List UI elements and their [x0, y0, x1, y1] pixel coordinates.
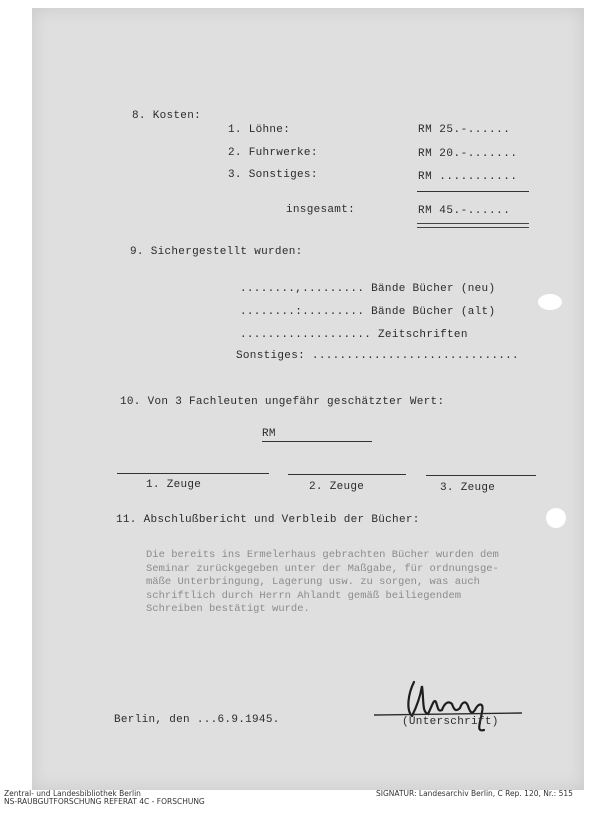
costs-heading: 8. Kosten:: [132, 110, 202, 122]
total-double-rule: [417, 223, 529, 228]
witness-3-line: [426, 475, 536, 476]
cost-amount-other: RM ...........: [418, 171, 518, 183]
report-line: schriftlich durch Herrn Ahlandt gemäß beiliegendem: [146, 589, 462, 602]
footer-department: NS-RAUBGUTFORSCHUNG REFERAT 4C - FORSCHUNG: [4, 797, 205, 806]
punch-hole-upper: [538, 294, 562, 310]
secured-heading: 9. Sichergestellt wurden:: [130, 246, 303, 258]
cost-total-amount: RM 45.-......: [418, 205, 511, 217]
witness-2-label: 2. Zeuge: [309, 481, 365, 493]
report-line: Die bereits ins Ermelerhaus gebrachten Bücher wurden dem: [146, 549, 499, 561]
witness-1-line: [117, 473, 269, 474]
witness-1-label: 1. Zeuge: [146, 479, 202, 491]
footer-library-name: Zentral- und Landesbibliothek Berlin: [4, 789, 141, 798]
valuation-amount-line: [262, 441, 372, 442]
valuation-heading: 10. Von 3 Fachleuten ungefähr geschätzter Wert:: [120, 396, 445, 408]
cost-label-other: 3. Sonstiges:: [228, 169, 318, 181]
report-heading: 11. Abschlußbericht und Verbleib der Bücher:: [116, 514, 420, 526]
cost-amount-wages: RM 25.-......: [418, 124, 511, 136]
punch-hole-lower: [546, 508, 566, 528]
witness-3-label: 3. Zeuge: [440, 482, 496, 494]
report-paragraph: [146, 549, 546, 617]
valuation-currency: RM: [262, 428, 276, 440]
secured-other: Sonstiges: ..............................: [236, 350, 519, 362]
cost-label-carts: 2. Fuhrwerke:: [228, 147, 318, 159]
cost-total-label: insgesamt:: [286, 204, 356, 216]
cost-label-wages: 1. Löhne:: [228, 124, 291, 136]
witness-2-line: [288, 474, 406, 475]
cost-amount-carts: RM 20.-.......: [418, 148, 518, 160]
footer-signature-ref: SIGNATUR: Landesarchiv Berlin, C Rep. 120, Nr.: 515: [376, 789, 573, 798]
place-date: Berlin, den ...6.9.1945.: [114, 714, 280, 726]
signature-label: (Unterschrift): [402, 716, 499, 728]
total-rule: [417, 191, 529, 192]
report-line: Seminar zurückgegeben unter der Maßgabe, für ordnungsge-: [146, 562, 499, 575]
report-line: mäße Unterbringung, Lagerung usw. zu sorgen, was auch: [146, 576, 480, 588]
report-line: Schreiben bestätigt wurde.: [146, 603, 310, 615]
secured-books-new: ........,......... Bände Bücher (neu): [240, 283, 496, 295]
handwritten-signature: [372, 672, 532, 742]
secured-journals: ................... Zeitschriften: [240, 329, 468, 341]
secured-books-old: ........:......... Bände Bücher (alt): [240, 306, 496, 318]
